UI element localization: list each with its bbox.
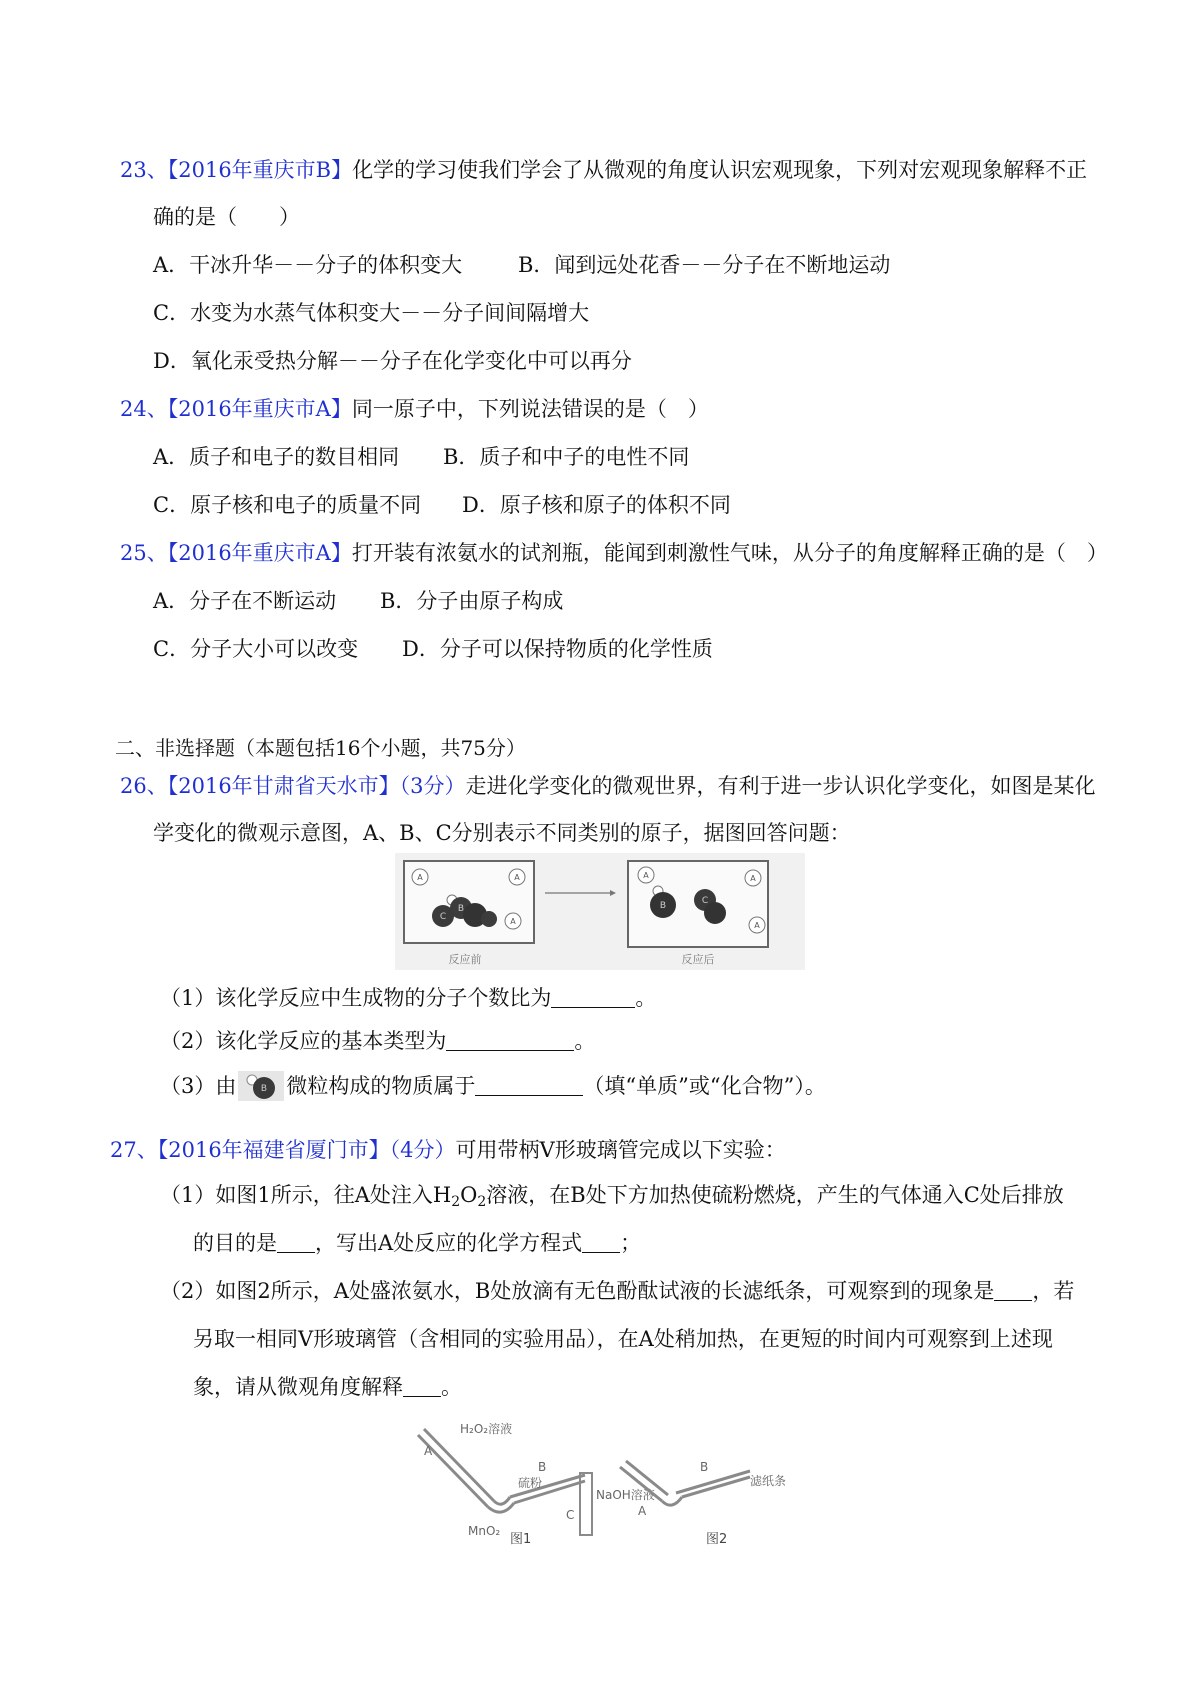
question-stem: 化学的学习使我们学会了从微观的角度认识宏观现象，下列对宏观现象解释不正	[352, 158, 1088, 182]
question-source: 【2016年重庆市A】	[167, 541, 352, 565]
q26-stem-cont: 学变化的微观示意图，A、B、C分别表示不同类别的原子，据图回答问题：	[153, 821, 851, 845]
question-source: 【2016年甘肃省天水市】（3分）	[167, 774, 466, 798]
question-source: 【2016年福建省厦门市】（4分）	[157, 1138, 456, 1162]
svg-text:A: A	[750, 874, 756, 883]
svg-text:A: A	[514, 873, 520, 882]
q24-option-c: C．原子核和电子的质量不同	[153, 493, 422, 517]
q24-option-b: B．质子和中子的电性不同	[443, 445, 690, 469]
q23-option-c: C．水变为水蒸气体积变大－－分子间间隔增大	[153, 301, 590, 325]
answer-blank[interactable]	[475, 1075, 583, 1096]
q27-p1-line2: 的目的是 ，写出A处反应的化学方程式 ；	[193, 1231, 642, 1255]
atom-a-small	[509, 869, 525, 885]
q23-option-d: D．氧化汞受热分解－－分子在化学变化中可以再分	[153, 349, 632, 373]
figure-1-label: 图1	[510, 1532, 532, 1545]
atom-a-small	[505, 913, 521, 929]
svg-text:C: C	[439, 912, 447, 922]
q25-option-c: C．分子大小可以改变	[153, 637, 359, 661]
svg-text:B: B	[261, 1084, 268, 1094]
question-number: 26、	[120, 774, 168, 798]
q27-p2-line2: 另取一相同V形玻璃管（含相同的实验用品），在A处稍加热，在更短的时间内可观察到上述现	[193, 1327, 1053, 1351]
label-b: B	[538, 1460, 547, 1474]
q27-p2-line3: 象，请从微观角度解释 。	[193, 1375, 462, 1399]
ab-molecule-icon	[238, 1071, 284, 1101]
question-number: 27、	[110, 1138, 158, 1162]
question-source: 【2016年重庆市A】	[167, 397, 352, 421]
q24-line1	[120, 394, 709, 424]
q26-line1	[120, 771, 1096, 801]
q26-sub2: （2）该化学反应的基本类型为 。	[160, 1029, 596, 1053]
atom-a-small	[412, 869, 428, 885]
q25-option-d: D．分子可以保持物质的化学性质	[402, 637, 713, 661]
question-stem: 可用带柄V形玻璃管完成以下实验：	[455, 1138, 786, 1162]
label-after: 反应后	[681, 953, 715, 966]
label-before: 反应前	[448, 953, 482, 966]
label-b: B	[700, 1460, 709, 1474]
v-tube-figures	[410, 1415, 830, 1545]
q23-option-b: B．闻到远处花香－－分子在不断地运动	[518, 253, 891, 277]
answer-blank[interactable]	[446, 1030, 574, 1051]
q24-option-d: D．原子核和原子的体积不同	[462, 493, 731, 517]
q27-p2-line1: （2）如图2所示，A处盛浓氨水，B处放滴有无色酚酞试液的长滤纸条，可观察到的现象是 ，若	[160, 1279, 1075, 1303]
answer-blank[interactable]	[403, 1376, 441, 1397]
question-number: 25、	[120, 541, 168, 565]
label-h2o2: H₂O₂溶液	[460, 1422, 513, 1436]
label-sulfur: 硫粉	[518, 1476, 543, 1490]
reaction-diagram	[395, 853, 805, 970]
section-heading: 二、非选择题（本题包括16个小题，共75分）	[115, 736, 526, 760]
q27-p1-line1: （1）如图1所示，往A处注入$H_2O_2$溶液，在B处下方加热使硫粉燃烧，产生的气体通入C处后排放	[160, 1183, 1064, 1210]
q25-option-b: B．分子由原子构成	[380, 589, 564, 613]
label-a: A	[424, 1444, 433, 1458]
label-paper: 滤纸条	[750, 1474, 787, 1488]
label-c: C	[566, 1508, 575, 1522]
label-naoh: NaOH溶液	[596, 1488, 655, 1502]
q26-sub3: （3）由 B 微粒构成的物质属于 （填“单质”或“化合物”）。	[160, 1071, 826, 1101]
question-stem: 走进化学变化的微观世界，有利于进一步认识化学变化，如图是某化	[465, 774, 1096, 798]
figure-2-label: 图2	[706, 1532, 728, 1545]
svg-text:A: A	[754, 921, 760, 930]
label-a: A	[638, 1504, 647, 1518]
q26-sub1: （1）该化学反应中生成物的分子个数比为 。	[160, 986, 657, 1010]
q23-option-a: A．干冰升华－－分子的体积变大	[153, 253, 463, 277]
svg-text:B: B	[457, 904, 465, 914]
answer-blank[interactable]	[994, 1280, 1032, 1301]
q23-stem-cont: 确的是（ ）	[153, 205, 300, 229]
label-mno2: MnO₂	[468, 1524, 501, 1538]
question-source: 【2016年重庆市B】	[167, 158, 353, 182]
answer-blank[interactable]	[551, 987, 635, 1008]
q23-line1	[120, 155, 1087, 185]
q25-line1	[120, 538, 1108, 568]
svg-text:B: B	[659, 901, 667, 911]
question-stem: 同一原子中，下列说法错误的是（ ）	[351, 397, 709, 421]
answer-blank[interactable]	[277, 1232, 315, 1253]
question-number: 24、	[120, 397, 168, 421]
svg-text:A: A	[643, 871, 649, 880]
q25-option-a: A．分子在不断运动	[153, 589, 337, 613]
question-number: 23、	[120, 158, 168, 182]
svg-text:A: A	[510, 917, 516, 926]
answer-blank[interactable]	[582, 1232, 620, 1253]
svg-text:A: A	[417, 873, 423, 882]
question-stem: 打开装有浓氨水的试剂瓶，能闻到刺激性气味，从分子的角度解释正确的是（ ）	[351, 541, 1108, 565]
svg-text:C: C	[701, 896, 709, 906]
q24-option-a: A．质子和电子的数目相同	[153, 445, 400, 469]
q27-line1	[110, 1135, 786, 1165]
